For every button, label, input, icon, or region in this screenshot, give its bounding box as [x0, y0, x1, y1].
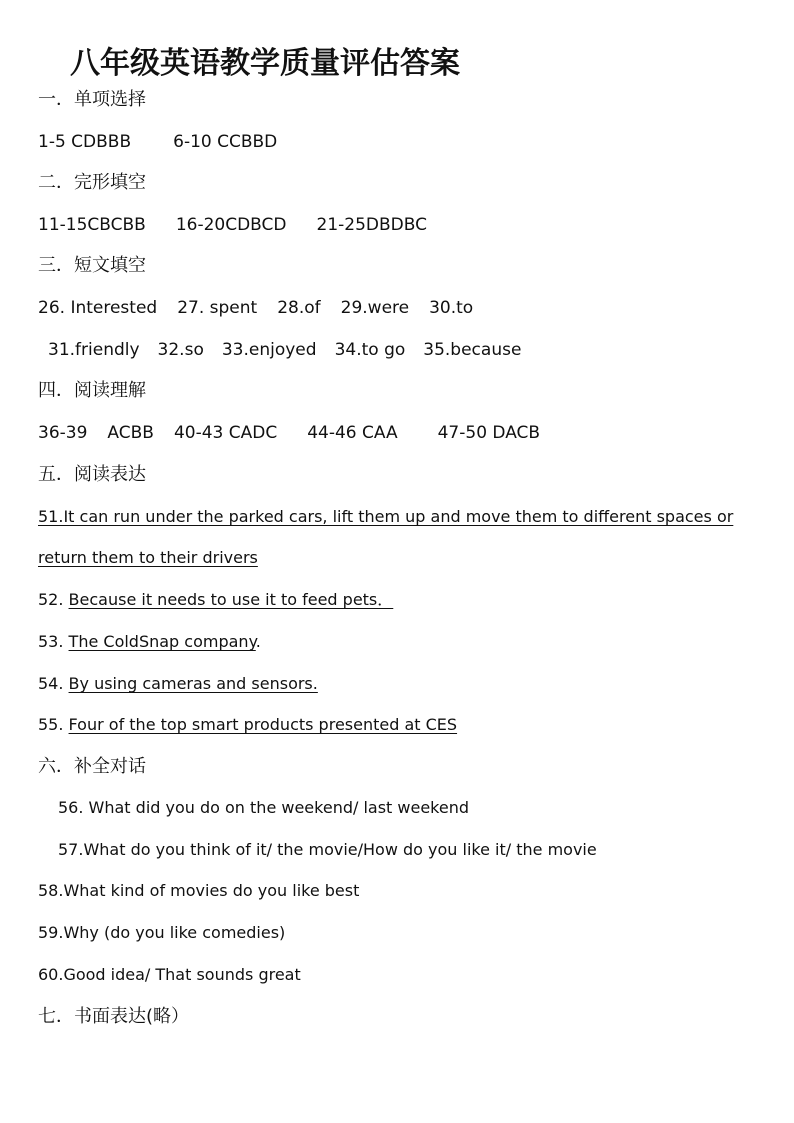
answer-27: 27. spent	[177, 298, 258, 318]
answer-52-text: Because it needs to use it to feed pets．	[68, 590, 394, 609]
answer-30: 30.to	[429, 298, 474, 318]
answer-55-text: Four of the top smart products presented at CES	[68, 715, 458, 734]
answer-36-39-label: 36-39	[38, 423, 88, 443]
answer-55	[38, 715, 457, 735]
section-1-heading: 一．单项选择	[38, 89, 146, 110]
answer-32: 32.so	[157, 340, 204, 360]
answer-33: 33.enjoyed	[221, 340, 317, 360]
section-3-row-2	[48, 340, 521, 360]
answer-54	[38, 674, 318, 694]
answer-53-number: 53.	[38, 632, 64, 651]
section-5-heading: 五．阅读表达	[38, 464, 146, 485]
answer-60: 60.Good idea/ That sounds great	[38, 965, 301, 984]
answer-16-20: 16-20CDBCD	[175, 215, 287, 235]
answer-53	[38, 632, 261, 652]
answer-35: 35.because	[423, 340, 522, 360]
answer-28: 28.of	[277, 298, 321, 318]
answer-44-46: 44-46 CAA	[307, 423, 398, 443]
answer-36-39: ACBB	[107, 423, 154, 443]
answer-52-number: 52.	[38, 590, 64, 609]
section-2-answers	[38, 215, 427, 235]
answer-51-line-1: 51.It can run under the parked cars, lift them up and move them to different spaces or	[38, 507, 734, 526]
answer-57: 57.What do you think of it/ the movie/How do you like it/ the movie	[58, 840, 597, 859]
section-3-heading: 三．短文填空	[38, 255, 146, 276]
section-3-row-1	[38, 298, 473, 318]
answer-56: 56. What did you do on the weekend/ last weekend	[58, 798, 470, 817]
answer-6-10: 6-10 CCBBD	[173, 132, 278, 152]
answer-51-line-2: return them to their drivers	[38, 548, 258, 567]
answer-58: 58.What kind of movies do you like best	[38, 881, 360, 900]
answer-31: 31.friendly	[48, 340, 140, 360]
section-7-heading: 七．书面表达(略）	[38, 1006, 190, 1027]
section-1-answers	[38, 132, 277, 152]
section-6-heading: 六．补全对话	[38, 756, 146, 777]
page-title: 八年级英语教学质量评估答案	[70, 46, 460, 81]
answer-59: 59.Why (do you like comedies)	[38, 923, 286, 942]
answer-11-15: 11-15CBCBB	[38, 215, 146, 235]
section-4-answers	[38, 423, 540, 443]
answer-26: 26. Interested	[38, 298, 158, 318]
answer-40-43: 40-43 CADC	[173, 423, 278, 443]
answer-53-period: .	[255, 632, 261, 651]
answer-52	[38, 590, 393, 610]
section-2-heading: 二．完形填空	[38, 172, 146, 193]
section-4-heading: 四．阅读理解	[38, 380, 146, 401]
answer-1-5: 1-5 CDBBB	[38, 132, 132, 152]
answer-47-50: 47-50 DACB	[437, 423, 541, 443]
answer-53-text: The ColdSnap company	[68, 632, 256, 651]
answer-54-number: 54.	[38, 674, 64, 693]
answer-54-text: By using cameras and sensors.	[68, 674, 318, 693]
answer-29: 29.were	[340, 298, 410, 318]
answer-21-25: 21-25DBDBC	[316, 215, 427, 235]
answer-34: 34.to go	[334, 340, 406, 360]
answer-55-number: 55.	[38, 715, 64, 734]
